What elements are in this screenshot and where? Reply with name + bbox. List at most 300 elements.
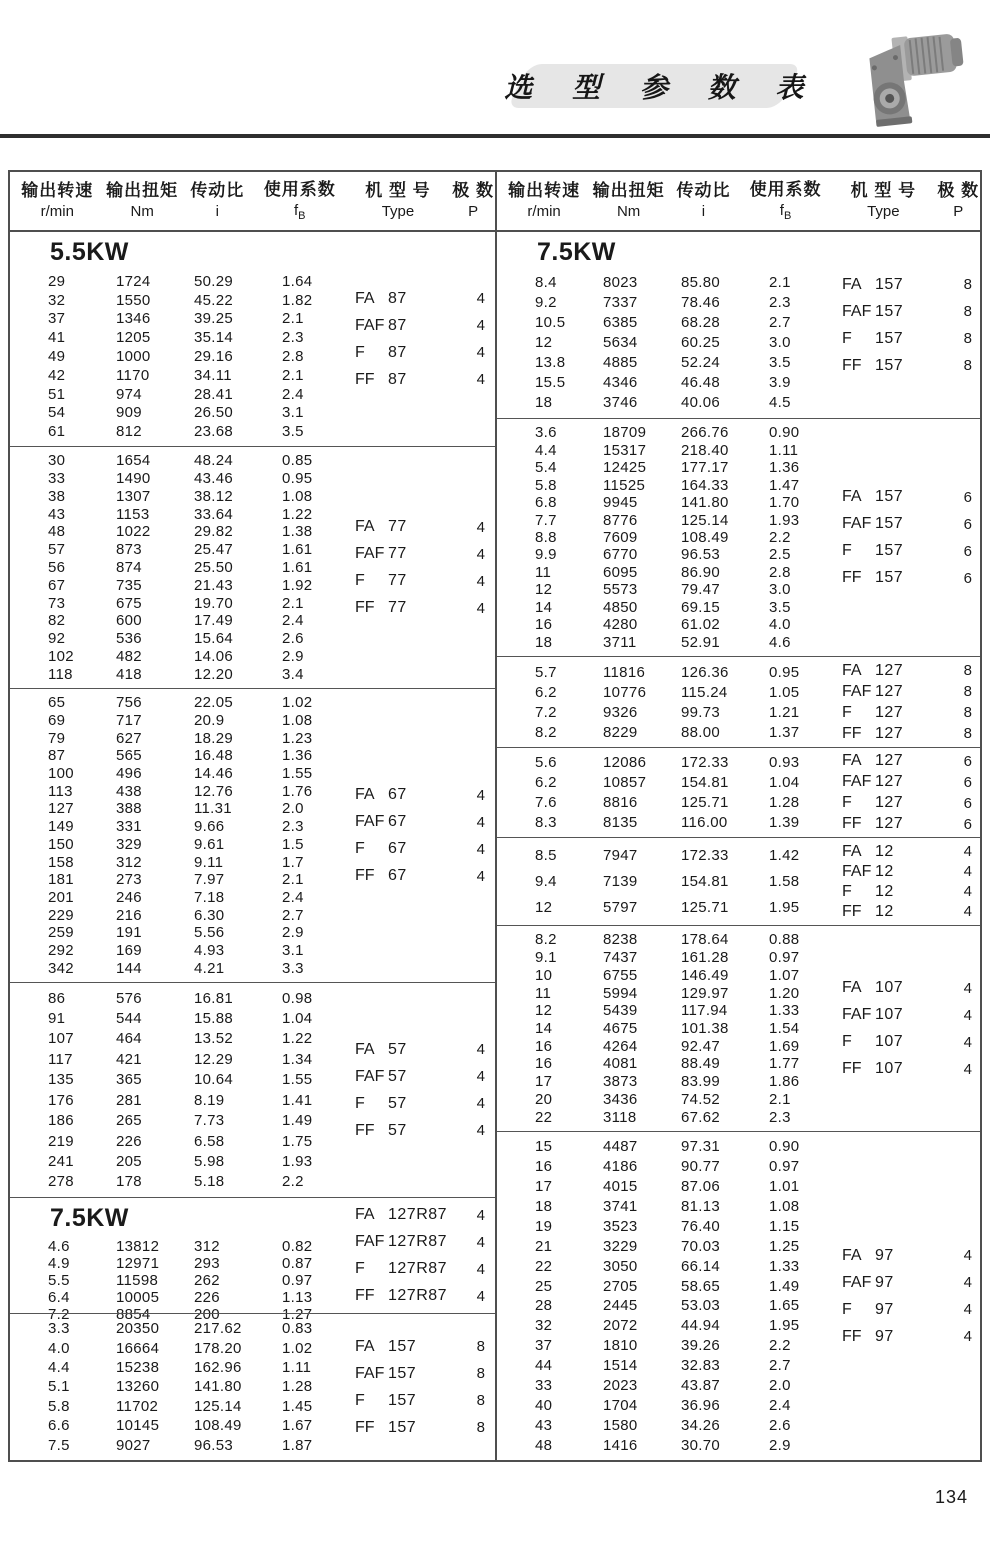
ratio-cell: 11.31 bbox=[194, 800, 232, 818]
speed-cell: 49 bbox=[48, 348, 66, 365]
model-prefix: F bbox=[355, 840, 365, 857]
service-factor-cell: 1.92 bbox=[282, 576, 313, 594]
model-size: 127 bbox=[875, 703, 904, 721]
model-size: 157 bbox=[875, 515, 904, 532]
model-prefix: FF bbox=[842, 724, 862, 742]
poles-value: 4 bbox=[963, 1247, 972, 1264]
speed-cell: 61 bbox=[48, 423, 66, 441]
ratio-cell: 5.18 bbox=[194, 1173, 225, 1191]
model-type-group bbox=[842, 1242, 976, 1350]
table-row bbox=[10, 747, 495, 765]
model-prefix: FAF bbox=[355, 813, 385, 830]
torque-cell: 6385 bbox=[603, 313, 638, 331]
model-type bbox=[355, 840, 407, 858]
service-factor-cell: 1.08 bbox=[769, 1198, 800, 1216]
section-title: 5.5KW bbox=[50, 238, 129, 266]
model-prefix: FA bbox=[842, 979, 862, 996]
table-row bbox=[497, 1395, 980, 1415]
table-row bbox=[497, 1356, 980, 1376]
service-factor-cell: 1.93 bbox=[769, 511, 800, 529]
speed-cell: 14 bbox=[535, 1020, 553, 1037]
poles-value: 4 bbox=[476, 1041, 485, 1058]
ratio-cell: 115.24 bbox=[681, 683, 728, 701]
model-prefix: FF bbox=[355, 599, 375, 616]
table-row bbox=[497, 1157, 980, 1177]
model-type bbox=[842, 683, 903, 701]
speed-cell: 43 bbox=[48, 505, 66, 523]
model-type-line bbox=[842, 271, 976, 298]
table-row bbox=[10, 488, 495, 506]
ratio-cell: 79.47 bbox=[681, 581, 721, 599]
speed-cell: 22 bbox=[535, 1257, 553, 1275]
model-type-line bbox=[842, 325, 976, 352]
torque-cell: 4487 bbox=[603, 1138, 638, 1156]
torque-cell: 909 bbox=[116, 404, 142, 422]
poles-value: 4 bbox=[476, 599, 485, 617]
speed-cell: 201 bbox=[48, 888, 74, 906]
ratio-cell: 29.16 bbox=[194, 348, 234, 365]
torque-cell: 8229 bbox=[603, 723, 638, 741]
model-size: 57 bbox=[388, 1121, 407, 1139]
torque-cell: 10776 bbox=[603, 683, 647, 701]
speed-cell: 9.4 bbox=[535, 873, 557, 890]
model-type bbox=[355, 867, 407, 885]
table-row bbox=[10, 1172, 495, 1192]
header-en-label: Nm bbox=[130, 203, 154, 221]
speed-cell: 5.8 bbox=[535, 476, 557, 494]
model-type bbox=[842, 725, 903, 743]
speed-cell: 54 bbox=[48, 404, 66, 422]
ratio-cell: 44.94 bbox=[681, 1317, 721, 1335]
service-factor-cell: 1.08 bbox=[282, 712, 313, 730]
model-type-line bbox=[355, 1117, 489, 1144]
torque-cell: 1307 bbox=[116, 487, 151, 505]
model-type bbox=[355, 518, 407, 536]
service-factor-cell: 1.04 bbox=[769, 774, 800, 792]
poles-value: 4 bbox=[963, 1006, 972, 1024]
torque-cell: 246 bbox=[116, 888, 142, 906]
ratio-cell: 13.52 bbox=[194, 1030, 234, 1048]
table-row bbox=[497, 393, 980, 413]
speed-cell: 12 bbox=[535, 581, 553, 599]
table-row bbox=[10, 988, 495, 1008]
table-left-blocks bbox=[10, 232, 495, 1460]
poles-value: 8 bbox=[963, 725, 972, 742]
poles-value: 8 bbox=[476, 1338, 485, 1355]
ratio-cell: 68.28 bbox=[681, 313, 721, 331]
ratio-cell: 125.71 bbox=[681, 898, 729, 916]
torque-cell: 438 bbox=[116, 782, 142, 800]
torque-cell: 13260 bbox=[116, 1378, 160, 1396]
torque-cell: 418 bbox=[116, 665, 142, 683]
speed-cell: 13.8 bbox=[535, 354, 566, 372]
speed-cell: 12 bbox=[535, 898, 553, 916]
model-type-line bbox=[842, 1296, 976, 1323]
service-factor-cell: 3.3 bbox=[282, 959, 304, 977]
header-zh-label: 输出转速 bbox=[21, 181, 94, 200]
service-factor-cell: 0.85 bbox=[282, 452, 313, 470]
table-row bbox=[10, 959, 495, 977]
ratio-cell: 78.46 bbox=[681, 293, 721, 311]
torque-cell: 576 bbox=[116, 989, 142, 1007]
model-type bbox=[355, 1419, 416, 1437]
model-type-line bbox=[355, 809, 489, 836]
model-type-group bbox=[842, 842, 976, 922]
ratio-cell: 74.52 bbox=[681, 1090, 721, 1108]
speed-cell: 65 bbox=[48, 694, 66, 712]
model-type-line bbox=[355, 285, 489, 312]
table-row bbox=[10, 470, 495, 488]
ratio-cell: 25.47 bbox=[194, 541, 234, 559]
model-type bbox=[355, 545, 407, 563]
speed-cell: 18 bbox=[535, 1198, 553, 1216]
speed-cell: 11 bbox=[535, 563, 552, 581]
service-factor-cell: 0.97 bbox=[769, 949, 800, 967]
ratio-cell: 26.50 bbox=[194, 404, 234, 422]
speed-cell: 5.7 bbox=[535, 663, 557, 681]
model-size: 127 bbox=[875, 773, 904, 790]
service-factor-cell: 2.2 bbox=[769, 529, 791, 546]
model-size: 157 bbox=[875, 329, 904, 347]
ratio-cell: 48.24 bbox=[194, 452, 234, 470]
speed-cell: 102 bbox=[48, 647, 74, 665]
ratio-cell: 8.19 bbox=[194, 1091, 225, 1109]
model-size: 87 bbox=[388, 289, 407, 307]
model-prefix: FAF bbox=[355, 1364, 385, 1382]
table-row bbox=[10, 924, 495, 942]
model-type-line bbox=[355, 1387, 489, 1414]
speed-cell: 10 bbox=[535, 966, 553, 984]
model-size: 12 bbox=[875, 862, 894, 880]
model-size: 157 bbox=[875, 356, 904, 374]
speed-cell: 19 bbox=[535, 1217, 553, 1235]
torque-cell: 16664 bbox=[116, 1339, 160, 1357]
model-type bbox=[355, 317, 407, 335]
speed-cell: 8.3 bbox=[535, 813, 557, 831]
header-zh-label: 传动比 bbox=[676, 181, 731, 200]
torque-cell: 1205 bbox=[116, 329, 151, 347]
model-size: 77 bbox=[388, 518, 407, 535]
service-factor-cell: 1.75 bbox=[282, 1132, 313, 1150]
section-title: 7.5KW bbox=[50, 1204, 129, 1232]
speed-cell: 158 bbox=[48, 853, 74, 871]
header-col-p bbox=[451, 180, 495, 222]
section-title: 7.5KW bbox=[537, 238, 616, 266]
torque-cell: 2445 bbox=[603, 1297, 638, 1315]
ratio-cell: 116.00 bbox=[681, 813, 728, 831]
poles-value: 4 bbox=[476, 290, 485, 307]
header-en-label: Type bbox=[381, 203, 415, 221]
service-factor-cell: 1.33 bbox=[769, 1002, 800, 1020]
ratio-cell: 50.29 bbox=[194, 272, 234, 290]
ratio-cell: 125.71 bbox=[681, 793, 729, 811]
torque-cell: 10005 bbox=[116, 1289, 160, 1306]
poles-value: 4 bbox=[963, 979, 972, 997]
model-type bbox=[842, 752, 903, 770]
header-col-fb bbox=[255, 179, 345, 224]
model-type bbox=[842, 903, 894, 921]
speed-cell: 87 bbox=[48, 747, 66, 765]
model-type-group bbox=[842, 751, 976, 835]
table-row bbox=[10, 729, 495, 747]
service-factor-cell: 1.77 bbox=[769, 1055, 800, 1073]
torque-cell: 18709 bbox=[603, 424, 647, 442]
model-prefix: FAF bbox=[842, 1273, 872, 1291]
speed-cell: 41 bbox=[48, 329, 66, 347]
model-size: 127 bbox=[875, 752, 904, 769]
poles-value: 4 bbox=[476, 1068, 485, 1085]
header-col-i bbox=[180, 180, 255, 222]
speed-cell: 40 bbox=[535, 1396, 553, 1414]
model-size: 127R87 bbox=[388, 1233, 448, 1250]
torque-cell: 3523 bbox=[603, 1217, 638, 1235]
poles-value: 4 bbox=[963, 903, 972, 920]
torque-cell: 1490 bbox=[116, 470, 151, 488]
ratio-cell: 97.31 bbox=[681, 1138, 721, 1156]
service-factor-cell: 0.97 bbox=[769, 1158, 800, 1176]
service-factor-cell: 1.54 bbox=[769, 1020, 800, 1037]
model-prefix: FAF bbox=[355, 545, 385, 562]
table-block bbox=[10, 232, 495, 446]
model-prefix: FF bbox=[842, 815, 862, 832]
model-prefix: FAF bbox=[842, 1006, 872, 1023]
model-type-line bbox=[355, 836, 489, 863]
selection-table bbox=[8, 170, 982, 1462]
service-factor-cell: 1.95 bbox=[769, 898, 800, 916]
speed-cell: 16 bbox=[535, 1055, 553, 1073]
speed-cell: 16 bbox=[535, 1158, 553, 1176]
torque-cell: 216 bbox=[116, 906, 142, 924]
poles-value: 4 bbox=[476, 813, 485, 831]
service-factor-cell: 1.67 bbox=[282, 1417, 313, 1435]
model-type-line bbox=[842, 1242, 976, 1269]
torque-cell: 7337 bbox=[603, 293, 638, 311]
torque-cell: 3229 bbox=[603, 1237, 638, 1255]
model-prefix: FAF bbox=[355, 1233, 385, 1250]
torque-cell: 5797 bbox=[603, 898, 638, 916]
speed-cell: 17 bbox=[535, 1178, 553, 1196]
service-factor-cell: 2.4 bbox=[282, 888, 304, 906]
fb-subscript: B bbox=[783, 209, 792, 222]
model-type bbox=[355, 1338, 416, 1356]
torque-cell: 144 bbox=[116, 959, 142, 977]
speed-cell: 6.4 bbox=[48, 1289, 70, 1306]
torque-cell: 8023 bbox=[603, 273, 638, 291]
torque-cell: 9945 bbox=[603, 494, 638, 512]
ratio-cell: 33.64 bbox=[194, 505, 234, 523]
table-row bbox=[10, 906, 495, 924]
poles-value: 4 bbox=[476, 545, 485, 563]
speed-cell: 149 bbox=[48, 818, 74, 836]
speed-cell: 18 bbox=[535, 633, 553, 651]
header-col-rmin bbox=[497, 180, 591, 222]
model-type bbox=[842, 357, 903, 375]
ratio-cell: 129.97 bbox=[681, 984, 729, 1002]
model-size: 67 bbox=[388, 786, 407, 803]
table-row bbox=[497, 1108, 980, 1126]
service-factor-cell: 1.33 bbox=[769, 1257, 800, 1275]
service-factor-cell: 1.93 bbox=[282, 1152, 313, 1170]
speed-cell: 7.2 bbox=[48, 1306, 70, 1323]
service-factor-cell: 0.93 bbox=[769, 754, 800, 772]
torque-cell: 496 bbox=[116, 765, 142, 783]
ratio-cell: 60.25 bbox=[681, 333, 721, 351]
model-type bbox=[355, 1122, 407, 1140]
header-col-nm bbox=[591, 180, 666, 222]
model-prefix: FF bbox=[355, 370, 375, 388]
ratio-cell: 5.98 bbox=[194, 1152, 225, 1170]
torque-cell: 974 bbox=[116, 385, 142, 403]
service-factor-cell: 1.23 bbox=[282, 729, 313, 747]
model-type bbox=[842, 704, 903, 722]
service-factor-cell: 4.5 bbox=[769, 394, 791, 412]
ratio-cell: 262 bbox=[194, 1272, 220, 1289]
torque-cell: 3746 bbox=[603, 394, 638, 412]
speed-cell: 29 bbox=[48, 272, 66, 290]
model-prefix: FF bbox=[355, 1287, 375, 1304]
service-factor-cell: 2.2 bbox=[282, 1173, 304, 1191]
header-en-label: P bbox=[468, 203, 479, 221]
service-factor-cell: 0.83 bbox=[282, 1320, 313, 1338]
torque-cell: 3741 bbox=[603, 1198, 638, 1216]
torque-cell: 1022 bbox=[116, 523, 151, 541]
model-type-line bbox=[355, 339, 489, 366]
speed-cell: 135 bbox=[48, 1071, 74, 1089]
speed-cell: 259 bbox=[48, 924, 74, 942]
table-block bbox=[497, 925, 980, 1131]
model-prefix: FF bbox=[355, 1121, 375, 1139]
poles-value: 4 bbox=[476, 317, 485, 334]
ratio-cell: 15.88 bbox=[194, 1010, 234, 1028]
service-factor-cell: 1.65 bbox=[769, 1297, 800, 1315]
speed-cell: 17 bbox=[535, 1073, 553, 1091]
speed-cell: 107 bbox=[48, 1030, 74, 1048]
torque-cell: 1704 bbox=[603, 1396, 638, 1414]
ratio-cell: 83.99 bbox=[681, 1073, 721, 1091]
header-en-label: P bbox=[953, 203, 964, 221]
table-row bbox=[497, 1197, 980, 1217]
model-size: 57 bbox=[388, 1067, 407, 1085]
service-factor-cell: 2.5 bbox=[769, 546, 791, 564]
ratio-cell: 76.40 bbox=[681, 1217, 721, 1235]
service-factor-cell: 3.4 bbox=[282, 665, 304, 683]
table-row bbox=[10, 1008, 495, 1028]
poles-value: 4 bbox=[963, 1033, 972, 1051]
service-factor-cell: 0.98 bbox=[282, 989, 313, 1007]
speed-cell: 56 bbox=[48, 558, 66, 576]
speed-cell: 33 bbox=[48, 470, 66, 488]
model-prefix: FAF bbox=[355, 316, 385, 334]
torque-cell: 1153 bbox=[116, 505, 150, 523]
torque-cell: 3436 bbox=[603, 1090, 638, 1108]
torque-cell: 2072 bbox=[603, 1317, 638, 1335]
service-factor-cell: 1.87 bbox=[282, 1436, 313, 1454]
speed-cell: 127 bbox=[48, 800, 74, 818]
poles-value: 6 bbox=[963, 773, 972, 791]
torque-cell: 464 bbox=[116, 1030, 142, 1048]
torque-cell: 6095 bbox=[603, 563, 638, 581]
model-size: 157 bbox=[388, 1364, 417, 1382]
gearmotor-photo bbox=[846, 24, 978, 138]
torque-cell: 273 bbox=[116, 871, 142, 889]
service-factor-cell: 2.9 bbox=[282, 924, 304, 942]
service-factor-cell: 1.82 bbox=[282, 291, 313, 309]
model-size: 67 bbox=[388, 840, 407, 857]
ratio-cell: 172.33 bbox=[681, 754, 729, 772]
ratio-cell: 117.94 bbox=[681, 1002, 728, 1020]
speed-cell: 92 bbox=[48, 630, 66, 648]
ratio-cell: 9.66 bbox=[194, 818, 225, 836]
speed-cell: 8.5 bbox=[535, 847, 557, 865]
ratio-cell: 46.48 bbox=[681, 374, 721, 392]
model-type-line bbox=[842, 1002, 976, 1029]
header-col-type bbox=[830, 180, 936, 222]
ratio-cell: 86.90 bbox=[681, 563, 721, 581]
table-block bbox=[497, 747, 980, 837]
model-prefix: F bbox=[842, 794, 852, 811]
poles-value: 4 bbox=[476, 1260, 485, 1278]
model-type-line bbox=[842, 511, 976, 538]
table-row bbox=[10, 1151, 495, 1171]
model-type bbox=[355, 1041, 407, 1059]
ratio-cell: 20.9 bbox=[194, 712, 225, 730]
service-factor-cell: 1.15 bbox=[769, 1217, 800, 1235]
model-prefix: FF bbox=[355, 1418, 375, 1436]
model-size: 127 bbox=[875, 724, 904, 742]
ratio-cell: 12.29 bbox=[194, 1050, 234, 1068]
ratio-cell: 125.14 bbox=[194, 1397, 242, 1415]
model-type bbox=[355, 786, 407, 804]
poles-value: 8 bbox=[963, 683, 972, 700]
model-type bbox=[842, 979, 903, 997]
speed-cell: 22 bbox=[535, 1108, 553, 1126]
poles-value: 8 bbox=[963, 357, 972, 374]
poles-value: 4 bbox=[476, 1206, 485, 1224]
ratio-cell: 7.18 bbox=[194, 888, 225, 906]
title-banner bbox=[504, 64, 820, 108]
model-prefix: F bbox=[355, 1094, 365, 1112]
header-en-label: $f_B$ bbox=[294, 201, 306, 222]
service-factor-cell: 1.58 bbox=[769, 873, 800, 890]
speed-cell: 8.8 bbox=[535, 529, 557, 546]
service-factor-cell: 1.21 bbox=[769, 703, 800, 721]
header-en-label: Nm bbox=[616, 203, 641, 221]
ratio-cell: 43.87 bbox=[681, 1376, 721, 1394]
poles-value: 8 bbox=[476, 1365, 485, 1382]
poles-value: 6 bbox=[963, 794, 972, 812]
table-row bbox=[10, 403, 495, 422]
speed-cell: 4.4 bbox=[535, 441, 557, 459]
table-row bbox=[497, 424, 980, 441]
torque-cell: 265 bbox=[116, 1112, 142, 1130]
torque-cell: 4850 bbox=[603, 598, 638, 616]
torque-cell: 12425 bbox=[603, 459, 647, 477]
model-prefix: FAF bbox=[355, 1067, 385, 1085]
model-type-line bbox=[355, 863, 489, 890]
ratio-cell: 293 bbox=[194, 1255, 220, 1272]
torque-cell: 5573 bbox=[603, 581, 638, 599]
model-type-line bbox=[842, 681, 976, 702]
service-factor-cell: 2.4 bbox=[282, 612, 304, 630]
header-col-nm bbox=[105, 180, 180, 222]
model-size: 157 bbox=[388, 1337, 417, 1355]
ratio-cell: 266.76 bbox=[681, 424, 729, 442]
service-factor-cell: 0.87 bbox=[282, 1255, 313, 1272]
model-size: 12 bbox=[875, 902, 894, 920]
service-factor-cell: 2.1 bbox=[769, 1090, 791, 1108]
torque-cell: 4264 bbox=[603, 1037, 638, 1055]
model-size: 157 bbox=[875, 275, 904, 293]
